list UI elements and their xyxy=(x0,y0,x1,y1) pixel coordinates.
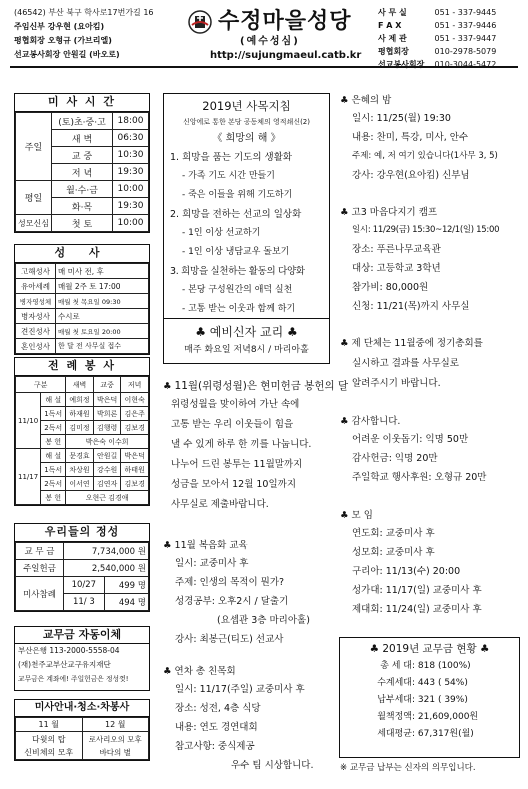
poor-line: 성금을 모아서 12월 10일까지 xyxy=(171,479,297,490)
dues-box xyxy=(339,637,520,758)
thanks-line: 어려운 이웃돕기: 익명 50만 xyxy=(352,434,469,445)
evangelization-section xyxy=(163,538,335,649)
pastoral-item: - 죽은 이들을 위해 기도하기 xyxy=(182,190,293,200)
catechumen-box xyxy=(163,318,330,364)
grace-night-section xyxy=(340,93,520,185)
meeting-line: 제대회: 11/24(일) 교중미사 후 xyxy=(352,604,482,615)
grace-night-line: 일시: 11/25(월) 19:30 xyxy=(352,113,451,124)
mass-times-table: 주일 (토)초·중·고 18:00 새 벽 06:30 교 중 10:30 저 녁 19:30 평일 월·수·금 10:00 화·목 19:30 성모신심 첫 토 10:00 xyxy=(15,112,149,232)
poor-line: 낼 수 있게 하루 한 끼를 나눕니다. xyxy=(171,439,312,450)
auto-transfer-line-2: (재)천주교부산교구유지재단 xyxy=(18,660,111,669)
pastoral-item: 1. 희망을 품는 기도의 생활화 xyxy=(170,152,293,163)
thanks-line: 감사헌금: 익명 20만 xyxy=(352,453,438,464)
camp-line: 장소: 푸른나무교육관 xyxy=(352,244,441,255)
thanks-section xyxy=(340,414,520,487)
notice-section xyxy=(340,334,520,394)
offering-table: 교 무 금 7,734,000 원 주일헌금 2,540,000 원 미사참례 10/27 499 명 11/ 3 494 명 xyxy=(15,542,149,611)
notice-line: 제 단체는 11월중에 정기총회를 xyxy=(351,338,483,349)
club-icon: ♣ xyxy=(340,95,352,106)
mass-times-box xyxy=(14,93,150,233)
poor-line: 고통 받는 우리 이웃들이 힘을 xyxy=(171,419,294,430)
club-icon: ♣ xyxy=(163,540,175,551)
club-icon: ♣ xyxy=(340,338,352,349)
evangelization-line: 주제: 인생의 목적이 뭔가? xyxy=(175,577,285,588)
altar-service-box xyxy=(14,357,150,506)
yearend-line: 참고사항: 중식제공 xyxy=(175,741,255,752)
poor-line: 사무실로 제출바랍니다. xyxy=(171,499,269,510)
yearend-line: 일시: 11/17(주일) 교중미사 후 xyxy=(175,684,305,695)
church-subtitle: (예수성심) xyxy=(240,36,300,47)
club-icon: ♣ xyxy=(340,416,352,427)
grace-night-title: 은혜의 밤 xyxy=(351,95,392,106)
catechumen-detail: 매주 화요일 저녁8시 / 마리아홀 xyxy=(184,345,309,355)
header-divider xyxy=(10,66,518,68)
club-icon: ♣ xyxy=(163,381,175,392)
church-url[interactable]: http://sujungmaeul.catb.kr xyxy=(210,50,362,61)
club-icon: ♣ xyxy=(340,510,352,521)
guide-table: 11 월 12 월 다윗의 탑 신비체의 모후 로사리오의 모후 바다의 별 xyxy=(15,717,149,760)
poor-line: 나누어 드린 봉투는 11월말까지 xyxy=(171,459,303,470)
pastoral-box xyxy=(163,93,330,341)
sacrament-box xyxy=(14,244,150,355)
header-contacts xyxy=(378,6,518,71)
auto-transfer-line-1: 부산은행 113-2000-5558-04 xyxy=(18,646,120,655)
dues-row: 월책정액: 21,609,000원 xyxy=(377,712,479,722)
meeting-line: 연도회: 교중미사 후 xyxy=(352,528,435,539)
grace-night-line: 주제: 예, 저 여기 있습니다(1사무 3, 5) xyxy=(352,151,498,161)
contact-prayer: 평협회장 010-2978-5079 xyxy=(378,47,497,56)
church-title: 수정마을성당 xyxy=(218,9,352,34)
auto-transfer-title: 교무금 자동이체 xyxy=(15,627,149,644)
dues-row: 세대평균: 67,317원(월) xyxy=(377,729,474,739)
altar-service-title: 전 례 봉 사 xyxy=(15,358,149,376)
auto-transfer-line-3: 교무금은 계좌에! 주일헌금은 정성껏! xyxy=(18,675,129,683)
dues-footer: ※ 교무금 납부는 신자의 의무입니다. xyxy=(340,763,476,773)
address: (46542) 부산 북구 학사로17번가길 16 xyxy=(14,8,154,17)
sacrament-title: 성 사 xyxy=(15,245,149,263)
pastoral-item: - 고통 받는 이웃과 함께 하기 xyxy=(182,304,296,314)
yearend-section xyxy=(163,664,335,775)
guide-box xyxy=(14,699,150,761)
evangelization-line: (요셉관 3층 마리아홀) xyxy=(217,615,310,626)
altar-service-table: 구분 새벽 교중 저녁 11/10 해 설 예희정 박은덕 이현숙 1독서 하재원 박희론 김은주 2독서 김미정 김행령 김보경 봉 헌 박은숙 이수희 11/17 해 설 문경효 안원길 박은덕 1독서 차상원 강수원 하태원 2독서 이서연 김연자 김보경 봉 헌 오현근 김경애 xyxy=(15,376,149,505)
guide-title: 미사안내·청소·차봉사 xyxy=(15,700,149,717)
pastoral-theme: 《 희망의 해 》 xyxy=(212,133,281,144)
yearend-line: 장소: 성전, 4층 식당 xyxy=(175,703,261,714)
poor-section xyxy=(163,378,349,515)
notice-line: 알려주시기 바랍니다. xyxy=(352,378,441,389)
pastoral-item: - 1인 이상 선교하기 xyxy=(182,228,261,238)
pastoral-item: 3. 희망을 실천하는 활동의 다양화 xyxy=(170,266,305,277)
header-left xyxy=(14,6,214,62)
poor-title: 11월(위령성월)은 현미헌금 봉헌의 달 xyxy=(174,380,349,392)
church-logo-icon xyxy=(188,10,212,34)
dues-row: 수계세대: 443 ( 54%) xyxy=(377,678,468,688)
offering-box xyxy=(14,523,150,612)
pastor: 주임신부 강우현 (요아킴) xyxy=(14,22,105,31)
mass-group-weekday: 평일 xyxy=(16,181,52,215)
meeting-line: 성가대: 11/17(일) 교중미사 후 xyxy=(352,585,482,596)
yearend-line: 내용: 연도 경연대회 xyxy=(175,722,258,733)
prayer-president: 평협회장 오형규 (가브리엘) xyxy=(14,36,112,45)
evangelization-line: 강사: 최봉근(티도) 선교사 xyxy=(175,634,284,645)
grace-night-line: 내용: 찬미, 특강, 미사, 안수 xyxy=(352,132,469,143)
pastoral-item: 2. 희망을 전하는 선교의 일상화 xyxy=(170,209,302,220)
camp-line: 신청: 11/21(목)까지 사무실 xyxy=(352,301,470,312)
auto-transfer-box xyxy=(14,626,150,691)
contact-fax: F A X 051 - 337-9446 xyxy=(378,21,497,30)
pastoral-subtitle: 신앙에로 통한 본당 공동체의 영적쇄신(2) xyxy=(182,118,310,126)
camp-line: 참가비: 80,000원 xyxy=(352,282,429,293)
pastoral-title: 2019년 사목지침 xyxy=(202,99,291,113)
dues-title: ♣ 2019년 교무금 현황 ♣ xyxy=(369,643,490,655)
contact-volunteer: 선교봉사회장 010-3044-5472 xyxy=(378,60,497,69)
pastoral-item: - 가족 기도 시간 만들기 xyxy=(182,171,275,181)
dues-row: 납부세대: 321 ( 39%) xyxy=(377,695,468,705)
poor-line: 위령성월을 맞이하여 가난 속에 xyxy=(171,399,300,410)
meeting-section xyxy=(340,508,520,619)
contact-rectory: 사 제 관 051 - 337-9447 xyxy=(378,34,497,43)
evangelization-line: 성경공부: 오후2시 / 달출기 xyxy=(175,596,289,607)
mass-group-marian: 성모신심 xyxy=(16,215,52,232)
grace-night-line: 강사: 강우현(요아킴) 신부님 xyxy=(352,170,470,181)
volunteer-president: 선교봉사회장 안원길 (바오로) xyxy=(14,50,120,59)
contact-office: 사 무 실 051 - 337-9445 xyxy=(378,8,497,17)
camp-line: 대상: 고등학교 3학년 xyxy=(352,263,441,274)
club-icon: ♣ xyxy=(163,666,175,677)
meeting-title: 모 임 xyxy=(351,510,373,521)
notice-line: 실시하고 결과를 사무실로 xyxy=(352,358,459,369)
thanks-line: 주일학교 행사후원: 오형규 20만 xyxy=(352,472,487,483)
evangelization-title: 11월 복음화 교육 xyxy=(174,540,248,551)
meeting-line: 성모회: 교중미사 후 xyxy=(352,547,435,558)
camp-line: 일시: 11/29(금) 15:30~12/1(일) 15:00 xyxy=(352,225,500,235)
club-icon: ♣ xyxy=(340,207,352,218)
yearend-title: 연차 총 친목회 xyxy=(174,666,236,677)
pastoral-item: - 본당 구성원간의 애덕 실천 xyxy=(182,285,293,295)
meeting-line: 구리아: 11/13(수) 20:00 xyxy=(352,566,461,577)
dues-row: 총 세 대: 818 (100%) xyxy=(380,661,471,671)
yearend-line: 우수 팀 시상합니다. xyxy=(231,760,314,771)
mass-group-sunday: 주일 xyxy=(16,113,52,181)
evangelization-line: 일시: 교중미사 후 xyxy=(175,558,249,569)
offering-title: 우리들의 정성 xyxy=(15,524,149,542)
camp-section xyxy=(340,205,520,316)
thanks-title: 감사합니다. xyxy=(351,416,401,427)
catechumen-title: ♣ 예비신자 교리 ♣ xyxy=(195,325,298,339)
camp-title: 고3 마음다지기 캠프 xyxy=(351,207,438,218)
mass-times-title: 미 사 시 간 xyxy=(15,94,149,112)
sacrament-table: 고해성사 매 미사 전, 후 유아세례 매월 2주 토 17:00 병자영성체 매월 첫 목요일 09:30 병자성사 수시로 견진성사 매월 첫 토요일 20:00 혼인성사 한 달 전 사무실 접수 xyxy=(15,263,149,354)
pastoral-item: - 1인 이상 냉담교우 돌보기 xyxy=(182,247,290,257)
